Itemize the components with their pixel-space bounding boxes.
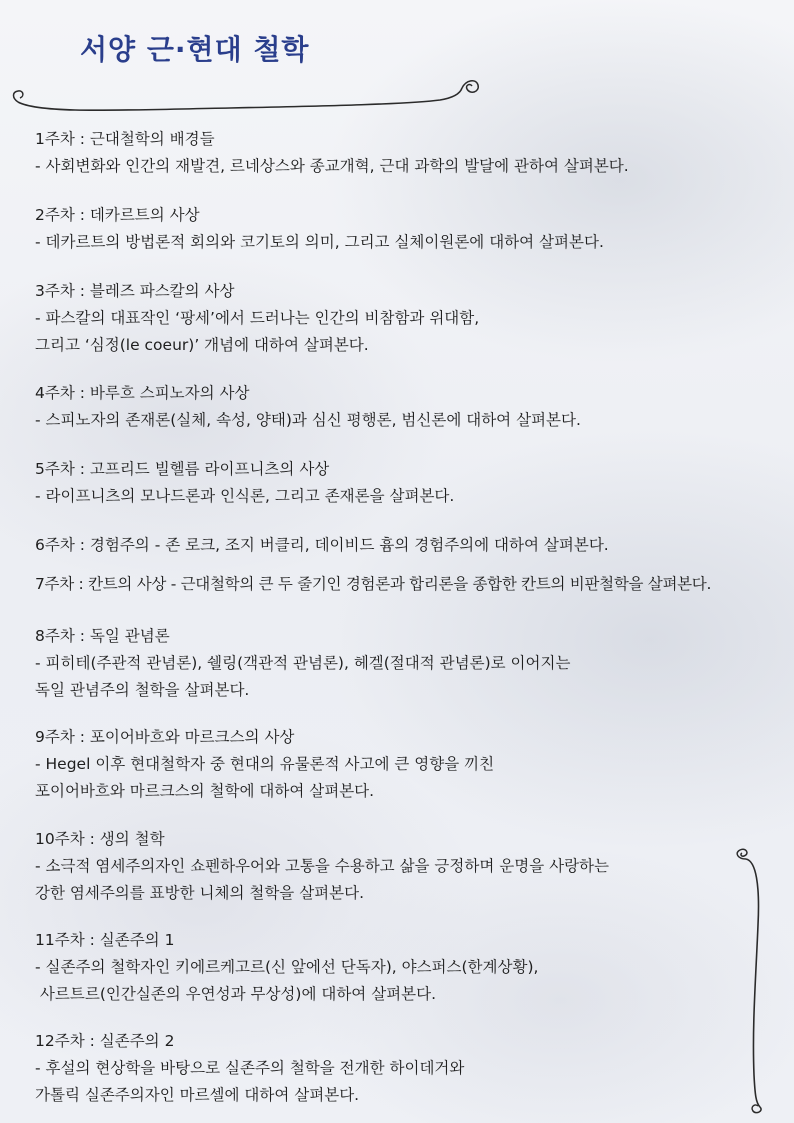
week-description: 사르트르(인간실존의 우연성과 무상성)에 대하여 살펴본다. xyxy=(35,985,437,1003)
week-description: - 데카르트의 방법론적 회의와 코기토의 의미, 그리고 실체이원론에 대하여 살펴본다. xyxy=(35,233,604,251)
week-description: - 스피노자의 존재론(실체, 속성, 양태)과 심신 평행론, 범신론에 대하여 살펴본다. xyxy=(35,411,581,429)
week-description: - 사회변화와 인간의 재발견, 르네상스와 종교개혁, 근대 과학의 발달에 관하여 살펴본다. xyxy=(35,157,629,175)
week-item xyxy=(35,571,711,598)
week-item xyxy=(35,456,454,510)
week-heading: 12주차 : 실존주의 2 xyxy=(35,1032,175,1050)
week-description: - 파스칼의 대표작인 ‘팡세’에서 드러나는 인간의 비참함과 위대함, xyxy=(35,309,480,327)
week-description: - 후설의 현상학을 바탕으로 실존주의 철학을 전개한 하이데거와 xyxy=(35,1059,465,1077)
week-description: 독일 관념주의 철학을 살펴본다. xyxy=(35,681,250,699)
week-heading: 11주차 : 실존주의 1 xyxy=(35,931,175,949)
week-heading: 8주차 : 독일 관념론 xyxy=(35,627,170,645)
week-item xyxy=(35,826,609,907)
week-item xyxy=(35,623,570,704)
week-heading: 4주차 : 바루흐 스피노자의 사상 xyxy=(35,384,250,402)
week-heading: 5주차 : 고프리드 빌헬름 라이프니츠의 사상 xyxy=(35,460,330,478)
week-description: - 라이프니츠의 모나드론과 인식론, 그리고 존재론을 살펴본다. xyxy=(35,487,455,505)
week-description: - 피히테(주관적 관념론), 쉘링(객관적 관념론), 헤겔(절대적 관념론)로 이어지는 xyxy=(35,654,571,672)
week-item xyxy=(35,126,629,180)
week-heading: 9주차 : 포이어바흐와 마르크스의 사상 xyxy=(35,728,295,746)
week-item xyxy=(35,380,581,434)
week-description: 포이어바흐와 마르크스의 철학에 대하여 살펴본다. xyxy=(35,782,375,800)
week-item xyxy=(35,927,538,1008)
week-heading: 2주차 : 데카르트의 사상 xyxy=(35,206,200,224)
scroll-ornament xyxy=(726,845,774,1115)
week-item xyxy=(35,278,479,359)
week-item xyxy=(35,724,494,805)
week-description: 강한 염세주의를 표방한 니체의 철학을 살펴본다. xyxy=(35,884,365,902)
week-description: 그리고 ‘심정(le coeur)’ 개념에 대하여 살펴본다. xyxy=(35,336,369,354)
week-item xyxy=(35,202,604,256)
week-heading: 7주차 : 칸트의 사상 - 근대철학의 큰 두 줄기인 경험론과 합리론을 종합한 칸트의 비판철학을 살펴본다. xyxy=(35,575,712,593)
week-heading: 1주차 : 근대철학의 배경들 xyxy=(35,130,215,148)
week-heading: 10주차 : 생의 철학 xyxy=(35,830,165,848)
week-description: - 소극적 염세주의자인 쇼펜하우어와 고통을 수용하고 삶을 긍정하며 운명을 사랑하는 xyxy=(35,857,609,875)
week-description: 가톨릭 실존주의자인 마르셀에 대하여 살펴본다. xyxy=(35,1086,360,1104)
page-title: 서양 근·현대 철학 xyxy=(80,33,310,66)
week-description: - 실존주의 철학자인 키에르케고르(신 앞에선 단독자), 야스퍼스(한계상황), xyxy=(35,958,539,976)
swirl-divider-ornament xyxy=(0,70,490,120)
week-description: - Hegel 이후 현대철학자 중 현대의 유물론적 사고에 큰 영향을 끼친 xyxy=(35,755,495,773)
week-heading: 6주차 : 경험주의 - 존 로크, 조지 버클리, 데이비드 흄의 경험주의에 대하여 살펴본다. xyxy=(35,536,609,554)
week-item xyxy=(35,1028,464,1109)
week-item xyxy=(35,532,609,559)
week-heading: 3주차 : 블레즈 파스칼의 사상 xyxy=(35,282,235,300)
